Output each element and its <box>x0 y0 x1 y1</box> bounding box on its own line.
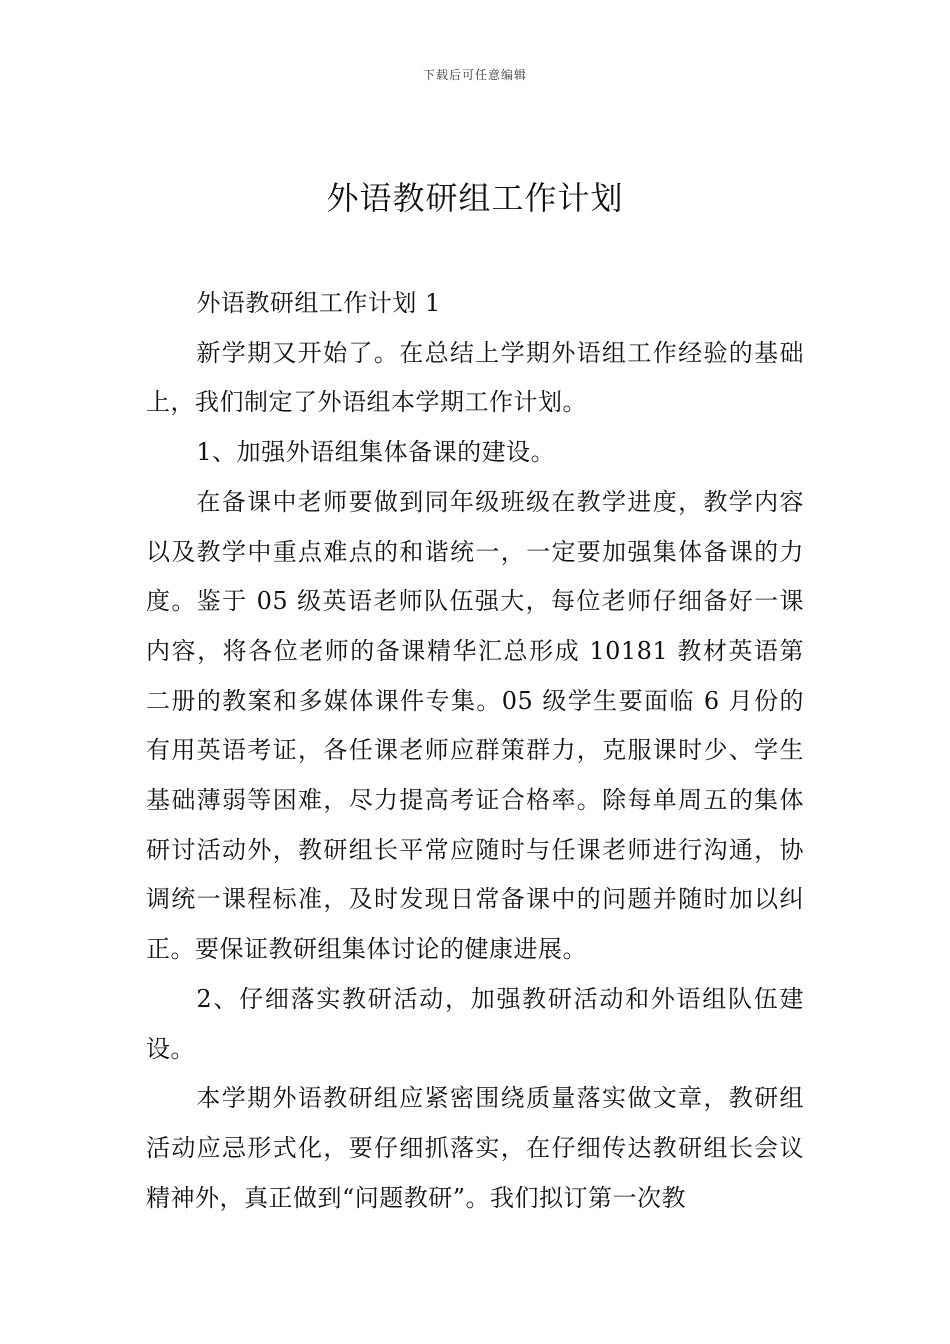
document-body <box>146 279 804 1223</box>
section-2-paragraph: 本学期外语教研组应紧密围绕质量落实做文章，教研组活动应忌形式化，要仔细抓落实，在仔细传达教研组长会议精神外，真正做到“问题教研”。我们拟订第一次教 <box>146 1084 804 1212</box>
section-heading-2: 2、仔细落实教研活动，加强教研活动和外语组队伍建设。 <box>146 984 804 1063</box>
document-title: 外语教研组工作计划 <box>326 179 624 217</box>
section-heading-1: 1、加强外语组集体备课的建设。 <box>196 438 556 467</box>
header-note: 下载后可任意编辑 <box>422 68 527 82</box>
section-1-paragraph: 在备课中老师要做到同年级班级在教学进度，教学内容以及教学中重点难点的和谐统一，一定要加强集体备课的力度。鉴于 05 级英语老师队伍强大，每位老师仔细备好一课内容，将各位老师的备课精华汇总形成 10181 教材英语第二册的教案和多媒体课件专集。05 级学生要面临 6 月份的有用英语考证，各任课老师应群策群力，克服课时少、学生基础薄弱等困难，尽力提高考证合格率。除每单周五的集体研讨活动外，教研组长平常应随时与任课老师进行沟通，协调统一课程标准，及时发现日常备课中的问题并随时加以纠正。要保证教研组集体讨论的健康进展。 <box>146 487 804 964</box>
intro-paragraph: 新学期又开始了。在总结上学期外语组工作经验的基础上，我们制定了外语组本学期工作计划。 <box>146 338 804 417</box>
plan-heading: 外语教研组工作计划 1 <box>196 289 441 317</box>
